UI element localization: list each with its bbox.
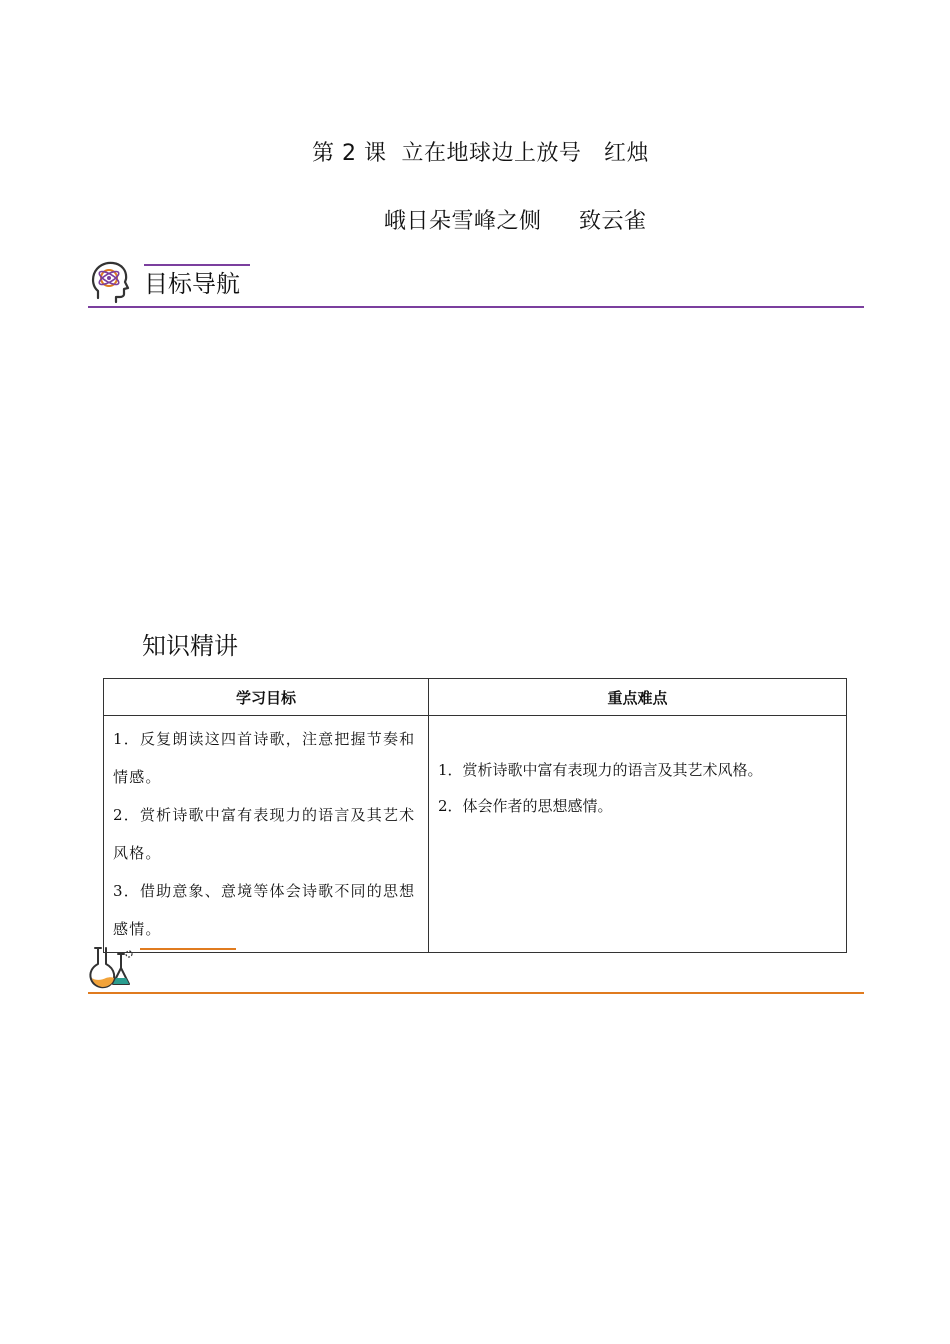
table-row bbox=[104, 716, 847, 953]
knowledge-section-title: 知识精讲 bbox=[142, 632, 238, 660]
learning-goal-item: 2．赏析诗歌中富有表现力的语言及其艺术风格。 bbox=[113, 806, 416, 862]
head-brain-icon bbox=[90, 260, 130, 304]
goals-section-header bbox=[88, 258, 864, 308]
table-header-learning-goals: 学习目标 bbox=[104, 679, 429, 716]
lab-section-header bbox=[88, 942, 864, 994]
goals-table bbox=[103, 678, 847, 953]
header-accent-line bbox=[140, 948, 236, 950]
learning-goal-item: 3．借助意象、意境等体会诗歌不同的思想感情。 bbox=[113, 882, 416, 938]
lesson-subtitle: 峨日朵雪峰之侧 致云雀 bbox=[384, 209, 647, 234]
learning-goals-cell bbox=[104, 716, 429, 953]
key-point-item: 2．体会作者的思想感情。 bbox=[438, 797, 613, 815]
key-points-cell bbox=[429, 716, 847, 953]
section-divider bbox=[88, 306, 864, 308]
table-header-key-points: 重点难点 bbox=[429, 679, 847, 716]
learning-goal-item: 1．反复朗读这四首诗歌，注意把握节奏和情感。 bbox=[113, 730, 416, 786]
goals-section-label: 目标导航 bbox=[144, 270, 240, 298]
section-divider bbox=[88, 992, 864, 994]
lab-flask-icon bbox=[88, 944, 136, 990]
key-point-item: 1．赏析诗歌中富有表现力的语言及其艺术风格。 bbox=[438, 761, 763, 779]
lesson-title: 第 2 课 立在地球边上放号 红烛 bbox=[312, 141, 649, 166]
